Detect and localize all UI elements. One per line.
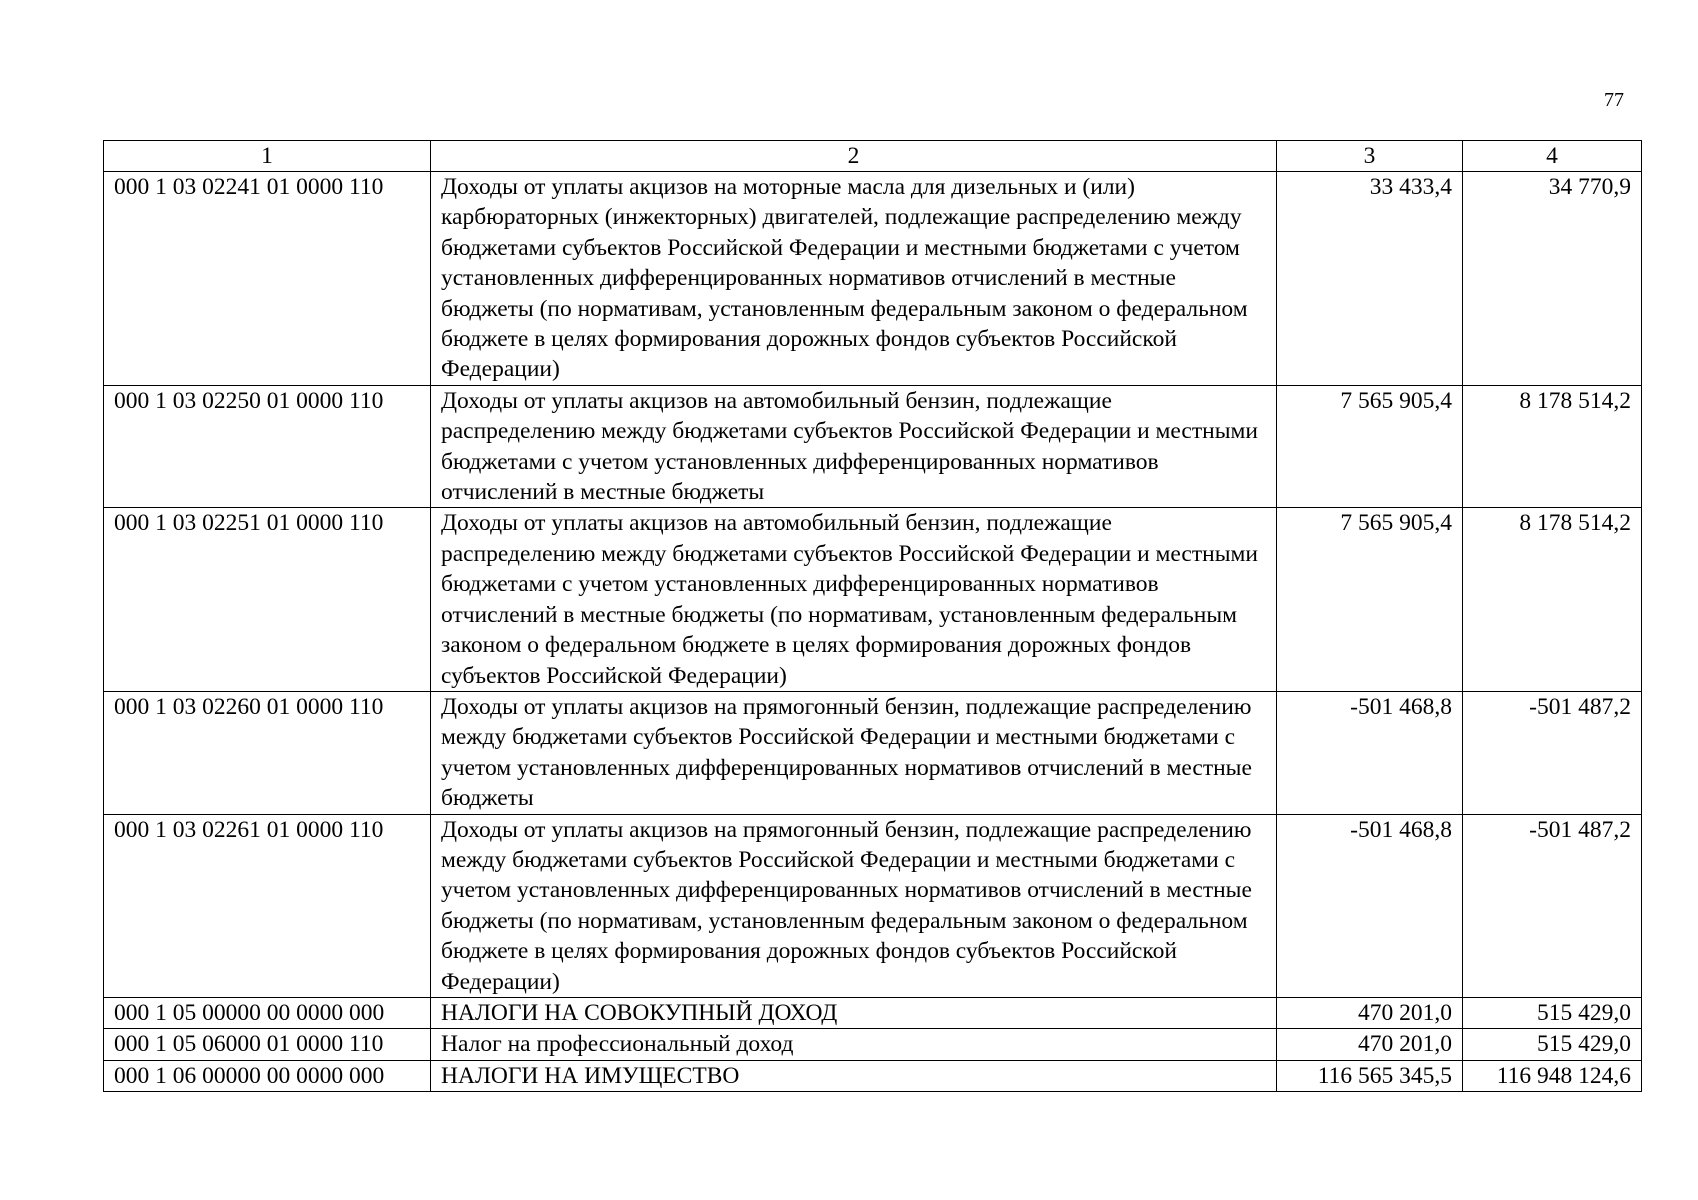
budget-revenue-table [103,140,1642,1092]
table-row [104,172,1642,386]
budget-code: 000 1 03 02251 01 0000 110 [104,508,431,691]
table-row [104,1029,1642,1060]
budget-code: 000 1 03 02250 01 0000 110 [104,385,431,508]
budget-code: 000 1 06 00000 00 0000 000 [104,1060,431,1091]
amount-col3: -501 468,8 [1277,814,1463,997]
amount-col3: 116 565 345,5 [1277,1060,1463,1091]
column-header-1: 1 [104,141,431,172]
revenue-name: Доходы от уплаты акцизов на автомобильный бензин, подлежащие распределению между бюджетами субъектов Российской Федерации и местными бюджетами с учетом установленных дифференцированных нормативов отчислений в местные бюджеты (по нормативам, установленным федеральным законом о федеральном бюджете в целях формирования дорожных фондов субъектов Российской Федерации) [431,508,1277,691]
revenue-name: Доходы от уплаты акцизов на прямогонный бензин, подлежащие распределению между бюджетами субъектов Российской Федерации и местными бюджетами с учетом установленных дифференцированных нормативов отчислений в местные бюджеты [431,691,1277,814]
amount-col4: -501 487,2 [1463,691,1642,814]
table-row [104,385,1642,508]
table-row [104,997,1642,1028]
page-number: 77 [1604,89,1624,111]
revenue-name: НАЛОГИ НА ИМУЩЕСТВО [431,1060,1277,1091]
amount-col3: 33 433,4 [1277,172,1463,386]
column-header-2: 2 [431,141,1277,172]
budget-code: 000 1 05 06000 01 0000 110 [104,1029,431,1060]
revenue-name: Доходы от уплаты акцизов на моторные масла для дизельных и (или) карбюраторных (инжекторных) двигателей, подлежащие распределению между бюджетами субъектов Российской Федерации и местными бюджетами с учетом установленных дифференцированных нормативов отчислений в местные бюджеты (по нормативам, установленным федеральным законом о федеральном бюджете в целях формирования дорожных фондов субъектов Российской Федерации) [431,172,1277,386]
column-header-3: 3 [1277,141,1463,172]
revenue-name: Доходы от уплаты акцизов на прямогонный бензин, подлежащие распределению между бюджетами субъектов Российской Федерации и местными бюджетами с учетом установленных дифференцированных нормативов отчислений в местные бюджеты (по нормативам, установленным федеральным законом о федеральном бюджете в целях формирования дорожных фондов субъектов Российской Федерации) [431,814,1277,997]
budget-code: 000 1 03 02241 01 0000 110 [104,172,431,386]
amount-col3: 470 201,0 [1277,997,1463,1028]
table-row [104,814,1642,997]
amount-col4: 8 178 514,2 [1463,385,1642,508]
budget-code: 000 1 03 02260 01 0000 110 [104,691,431,814]
amount-col3: -501 468,8 [1277,691,1463,814]
table-row [104,508,1642,691]
amount-col3: 470 201,0 [1277,1029,1463,1060]
amount-col4: 515 429,0 [1463,1029,1642,1060]
amount-col4: -501 487,2 [1463,814,1642,997]
amount-col4: 116 948 124,6 [1463,1060,1642,1091]
amount-col4: 8 178 514,2 [1463,508,1642,691]
budget-code: 000 1 03 02261 01 0000 110 [104,814,431,997]
amount-col3: 7 565 905,4 [1277,385,1463,508]
column-header-4: 4 [1463,141,1642,172]
amount-col4: 515 429,0 [1463,997,1642,1028]
amount-col4: 34 770,9 [1463,172,1642,386]
revenue-name: Налог на профессиональный доход [431,1029,1277,1060]
table-row [104,691,1642,814]
revenue-name: Доходы от уплаты акцизов на автомобильный бензин, подлежащие распределению между бюджетами субъектов Российской Федерации и местными бюджетами с учетом установленных дифференцированных нормативов отчислений в местные бюджеты [431,385,1277,508]
budget-code: 000 1 05 00000 00 0000 000 [104,997,431,1028]
table-row [104,1060,1642,1091]
amount-col3: 7 565 905,4 [1277,508,1463,691]
revenue-name: НАЛОГИ НА СОВОКУПНЫЙ ДОХОД [431,997,1277,1028]
header-row [104,141,1642,172]
